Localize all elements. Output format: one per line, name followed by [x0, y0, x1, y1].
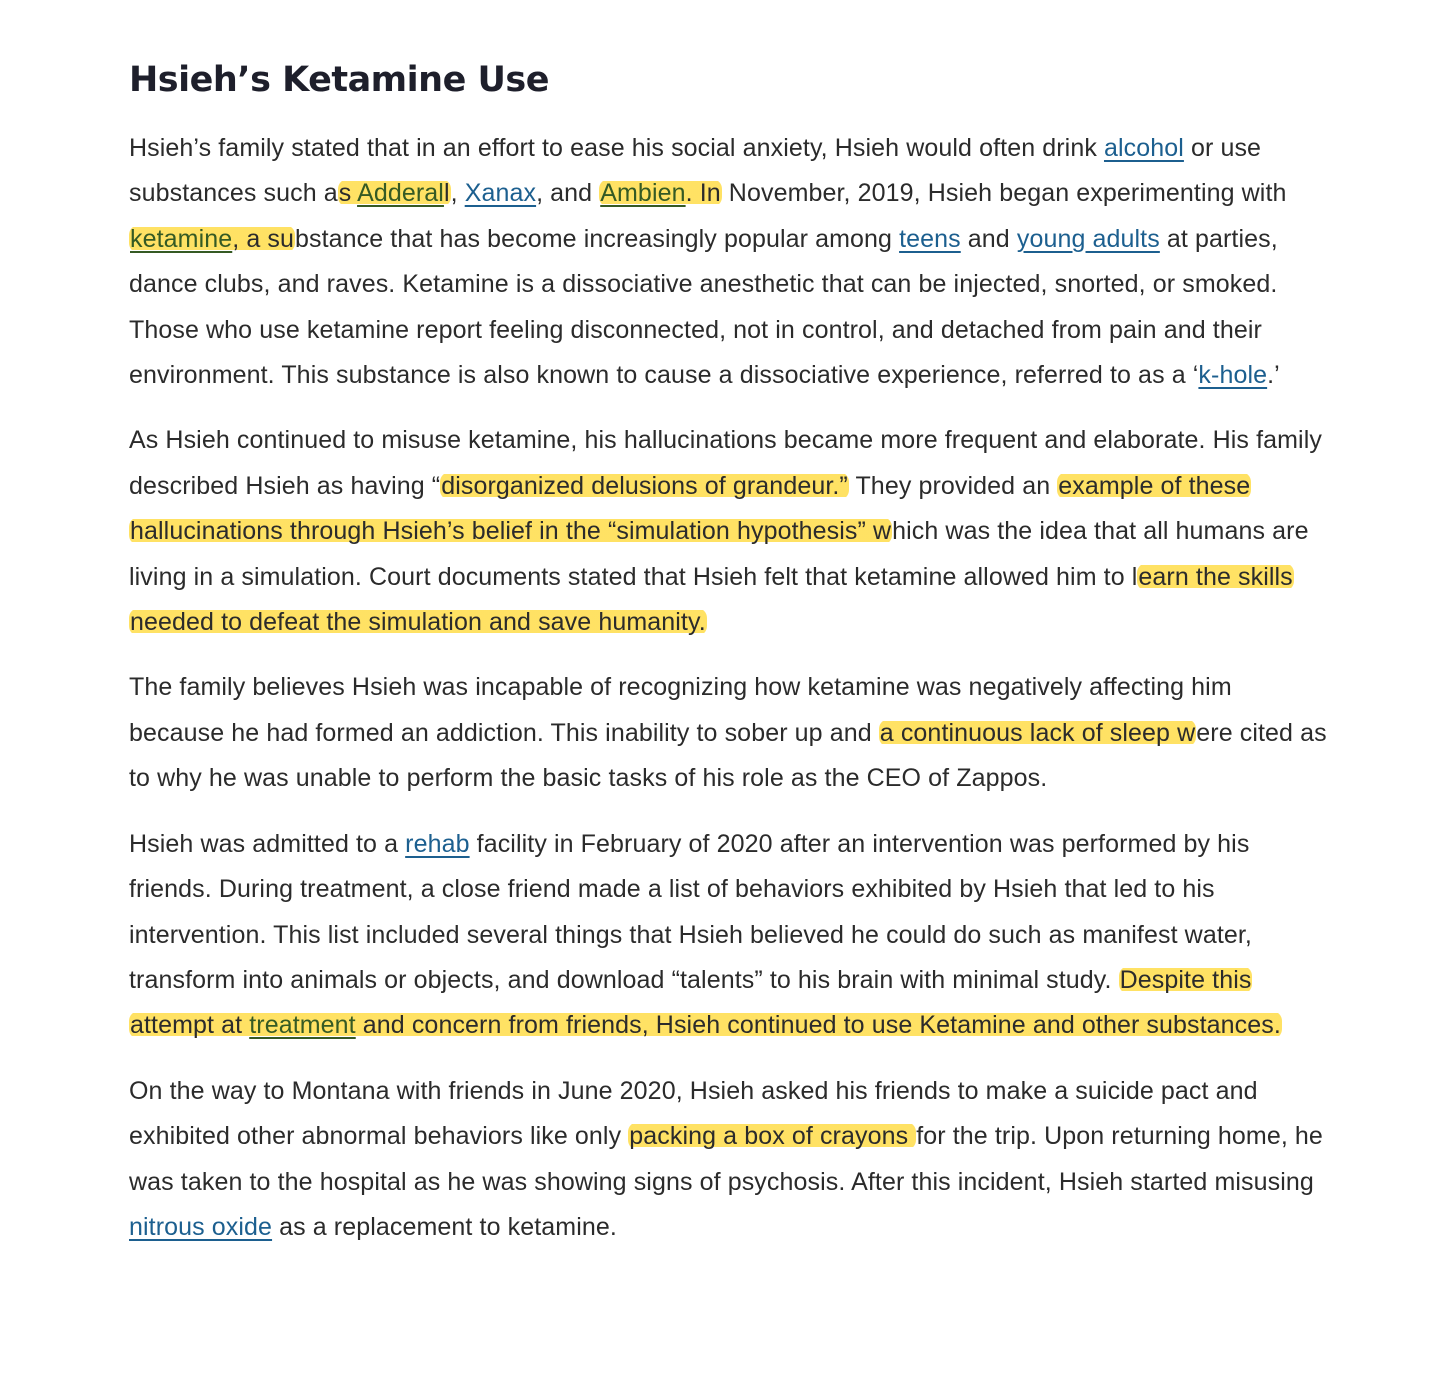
link-ketamine[interactable]: ketamine [130, 224, 233, 253]
paragraph-1 [129, 126, 1329, 398]
text: or use substances such a [129, 134, 1262, 208]
link-rehab[interactable]: rehab [405, 829, 470, 858]
link-nitrous-oxide[interactable]: nitrous oxide [129, 1212, 273, 1241]
link-adderall[interactable]: Adderal [357, 179, 444, 208]
paragraph-2 [129, 418, 1329, 645]
link-alcohol[interactable]: alcohol [1103, 134, 1184, 162]
text: for the trip. Upon returning home, he was taken to the hospital as he was showing signs of psychosis. After this incident, Hsieh started misusing [129, 1122, 1323, 1196]
text: s [338, 179, 358, 208]
article-heading: Hsieh’s Ketamine Use [129, 60, 549, 100]
text: , [450, 179, 465, 208]
paragraph-3 [129, 665, 1329, 801]
article [129, 52, 1329, 1270]
text: as a replacement to ketamine. [272, 1212, 617, 1241]
link-ambien[interactable]: Ambien [600, 179, 686, 208]
highlight [338, 179, 451, 207]
highlight: disorganized delusions of grandeur.” [441, 471, 848, 500]
text: hich was the idea that all humans are living in a simulation. Court documents stated that Hsieh felt that ketamine allowed him to l [129, 517, 1309, 591]
text: The family believes Hsieh was incapable of recognizing how ketamine was negatively affecting him because he had formed an addiction. This inability to sober up and [129, 673, 1232, 747]
link-young-adults[interactable]: young adults [1016, 224, 1160, 253]
text: November, 2019, Hsieh began experimenting with [721, 179, 1287, 208]
text: They provided an [848, 471, 1058, 500]
text: ere cited as to why he was unable to perform the basic tasks of his role as the CEO of Zappos. [129, 718, 1327, 793]
highlight: packing a box of crayons [629, 1122, 916, 1151]
link-k-hole[interactable]: k-hole [1198, 361, 1268, 390]
text: Hsieh was admitted to a [129, 829, 406, 858]
text: at parties, dance clubs, and raves. Ketamine is a dissociative anesthetic that can be injected, snorted, or smoked. Those who use ketamine report feeling disconnected, not in control, and detached from pain and their environment. This substance is also known to cause a dissociative experience, referred to as a ‘ [129, 224, 1278, 390]
text: , a su [232, 224, 294, 253]
text: and [960, 224, 1017, 253]
text: As Hsieh continued to misuse ketamine, his hallucinations became more frequent and elaborate. His family described Hsieh as having “ [129, 426, 1322, 500]
highlight: example of these hallucinations through Hsieh’s belief in the “simulation hypothesis” w [130, 471, 1251, 546]
link-treatment[interactable]: treatment [249, 1011, 356, 1040]
paragraph-4 [129, 822, 1329, 1049]
highlight [129, 225, 295, 253]
highlight: earn the skills needed to defeat the simulation and save humanity. [130, 562, 1293, 637]
paragraph-5 [129, 1069, 1329, 1251]
text: On the way to Montana with friends in June 2020, Hsieh asked his friends to make a suicide pact and exhibited other abnormal behaviors like only [129, 1076, 1258, 1151]
text: . In [685, 179, 721, 208]
text: Hsieh’s family stated that in an effort to ease his social anxiety, Hsieh would often drink [129, 134, 1104, 162]
text: .’ [1267, 361, 1280, 390]
highlight: a continuous lack of sleep w [879, 718, 1196, 747]
text: Despite this attempt at [130, 965, 1252, 1040]
text: bstance that has become increasingly popular among [295, 224, 900, 253]
link-teens[interactable]: teens [899, 224, 961, 253]
text: l [443, 179, 450, 208]
text: facility in February of 2020 after an intervention was performed by his friends. During treatment, a close friend made a list of behaviors exhibited by Hsieh that led to his intervention. This list included several things that Hsieh believed he could do such as manifest water, transform into animals or objects, and download “talents” to his brain with minimal study. [129, 829, 1252, 994]
text: , and [536, 179, 600, 208]
text: and concern from friends, Hsieh continued to use Ketamine and other substances. [355, 1011, 1281, 1040]
link-xanax[interactable]: Xanax [464, 179, 537, 208]
highlight [599, 179, 722, 207]
